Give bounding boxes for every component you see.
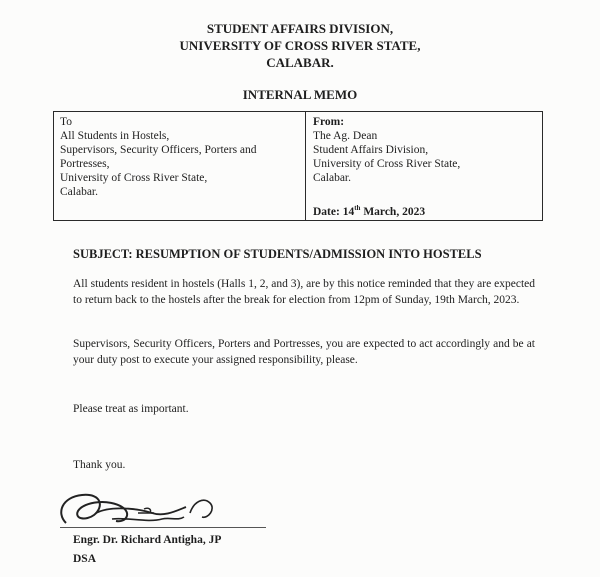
from-label: From: — [313, 116, 345, 128]
letterhead-line-3: CALABAR. — [266, 55, 334, 70]
date-label: Date: — [313, 205, 340, 218]
signature-image — [52, 483, 272, 539]
to-line: All Students in Hostels, — [60, 130, 170, 142]
address-box-divider — [305, 112, 306, 220]
memo-date — [313, 204, 425, 218]
to-line: University of Cross River State, — [60, 172, 208, 184]
date-day: 14 — [342, 205, 355, 218]
signature-line — [60, 527, 266, 528]
from-line: Calabar. — [313, 172, 351, 184]
letterhead-line-2: UNIVERSITY OF CROSS RIVER STATE, — [179, 38, 421, 53]
memo-subject: SUBJECT: RESUMPTION OF STUDENTS/ADMISSION INTO HOSTELS — [73, 247, 482, 261]
signer-title: DSA — [73, 553, 97, 565]
from-line: University of Cross River State, — [313, 158, 461, 170]
to-label: To — [60, 116, 72, 128]
date-rest: March, 2023 — [363, 205, 426, 218]
to-line: Supervisors, Security Officers, Porters and — [60, 144, 257, 156]
from-block — [313, 115, 538, 185]
address-box — [53, 111, 543, 221]
to-block — [60, 115, 302, 199]
body-paragraph: All students resident in hostels (Halls 1, 2, and 3), are by this notice reminded that they are expected to return back to the hostels after the break for election from 12pm of Sunday, 19th March, 2023. — [73, 278, 535, 306]
to-line: Portresses, — [60, 158, 110, 170]
from-line: Student Affairs Division, — [313, 144, 429, 156]
from-line: The Ag. Dean — [313, 130, 378, 142]
signer-name: Engr. Dr. Richard Antigha, JP — [73, 534, 222, 546]
letterhead-line-1: STUDENT AFFAIRS DIVISION, — [206, 21, 394, 36]
body-paragraph: Please treat as important. — [73, 403, 189, 415]
closing-text: Thank you. — [73, 459, 126, 471]
date-suffix: th — [354, 204, 361, 212]
body-paragraph: Supervisors, Security Officers, Porters and Portresses, you are expected to act accordingly and be at your duty post to execute your assigned responsibility, please. — [73, 338, 535, 366]
memo-title: INTERNAL MEMO — [242, 87, 358, 102]
to-line: Calabar. — [60, 186, 98, 198]
